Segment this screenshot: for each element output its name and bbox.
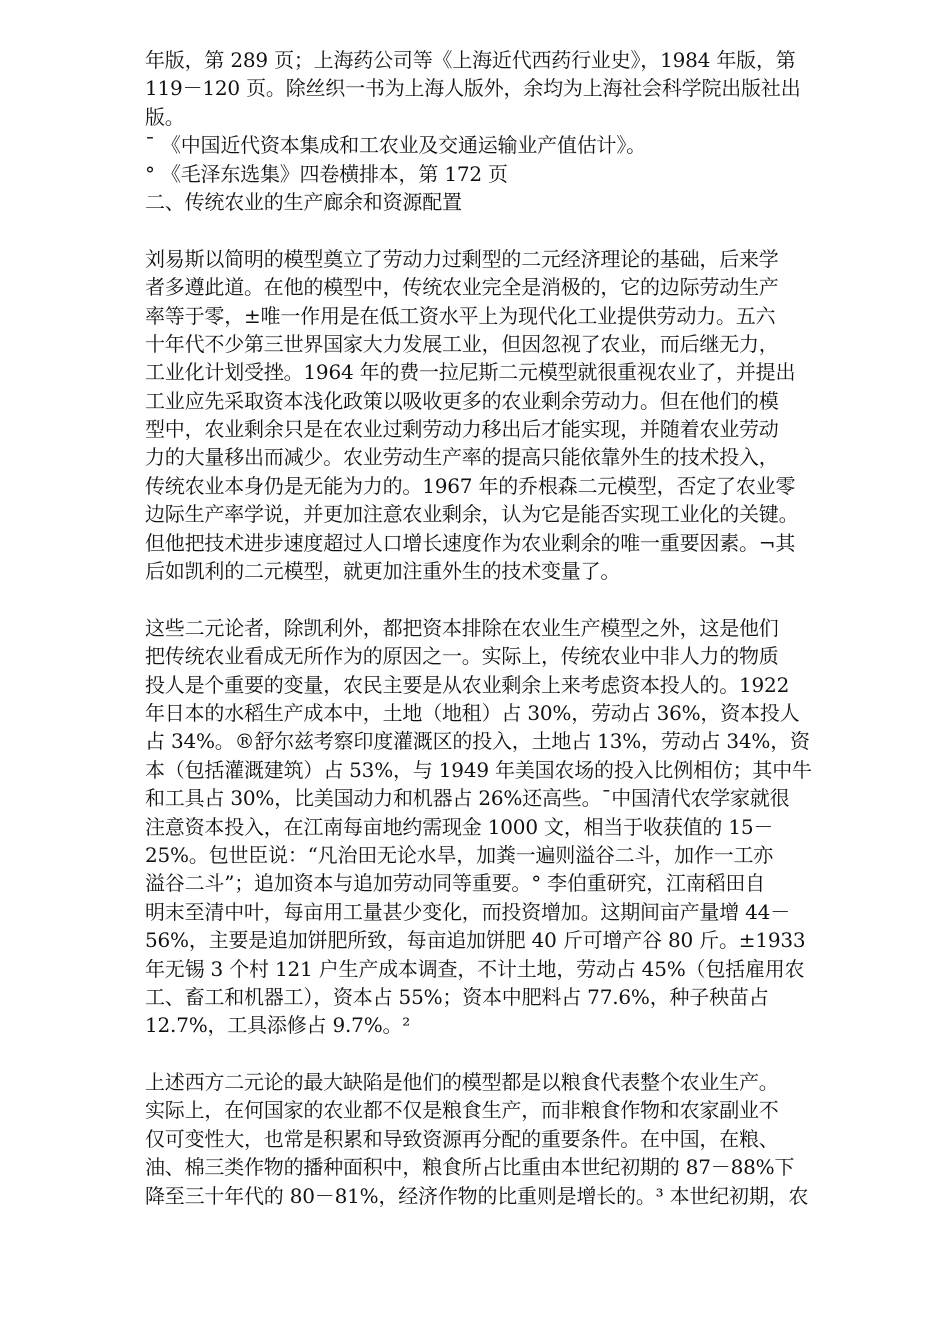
- paragraph-gap: [145, 1040, 885, 1068]
- text-line: 年日本的水稻生产成本中，土地（地租）占 30%，劳动占 36%，资本投人: [145, 700, 800, 725]
- text-line: 工业应先采取资本浅化政策以吸收更多的农业剩余劳动力。但在他们的模: [145, 388, 779, 413]
- text-line: 仅可变性大，也常是积累和导致资源再分配的重要条件。在中国，在粮、: [145, 1126, 779, 1151]
- text-line: 刘易斯以简明的模型奠立了劳动力过剩型的二元经济理论的基础，后来学: [145, 246, 779, 271]
- text-line: 56%，主要是追加饼肥所致，每亩追加饼肥 40 斤可增产谷 80 斤。±1933: [145, 928, 806, 953]
- text-line: 本（包括灌溉建筑）占 53%，与 1949 年美国农场的投入比例相仿；其中牛: [145, 757, 812, 782]
- text-line: 力的大量移出而减少。农业劳动生产率的提高只能依靠外生的技术投入，: [145, 445, 779, 470]
- text-line: 12.7%，工具添修占 9.7%。²: [145, 1013, 411, 1038]
- text-line: 明末至清中叶，每亩用工量甚少变化，而投资增加。这期间亩产量增 44－: [145, 899, 791, 924]
- section-heading: 二、传统农业的生产廊余和资源配置: [145, 189, 462, 214]
- text-line: 十年代不少第三世界国家大力发展工业，但因忽视了农业，而后继无力，: [145, 331, 779, 356]
- text-line: 25%。包世臣说：“凡治田无论水旱，加粪一遍则溢谷二斗，加作一工亦: [145, 842, 774, 867]
- text-line: 上述西方二元论的最大缺陷是他们的模型都是以粮食代表整个农业生产。: [145, 1070, 779, 1095]
- paragraph-gap: [145, 216, 885, 244]
- document-body: [145, 46, 885, 1210]
- text-line: 工、畜工和机器工），资本占 55%；资本中肥料占 77.6%，种子秧苗占: [145, 984, 769, 1009]
- text-line: 实际上，在何国家的农业都不仅是粮食生产，而非粮食作物和农家副业不: [145, 1098, 779, 1123]
- text-line: 边际生产率学说，并更加注意农业剩余，认为它是能否实现工业化的关键。: [145, 502, 799, 527]
- text-line: 传统农业本身仍是无能为力的。1967 年的乔根森二元模型，否定了农业零: [145, 473, 796, 498]
- text-line: 降至三十年代的 80－81%，经济作物的比重则是增长的。³ 本世纪初期，农: [145, 1183, 809, 1208]
- text-line: 型中，农业剩余只是在农业过剩劳动力移出后才能实现，并随着农业劳动: [145, 417, 779, 442]
- text-line: 版。: [145, 104, 185, 129]
- text-line: 但他把技术进步速度超过人口增长速度作为农业剩余的唯一重要因素。¬其: [145, 530, 796, 555]
- text-line: 和工具占 30%，比美国动力和机器占 26%还高些。¯中国清代农学家就很: [145, 786, 790, 811]
- text-line: 者多遵此道。在他的模型中，传统农业完全是消极的，它的边际劳动生产: [145, 275, 779, 300]
- text-line: 占 34%。®舒尔兹考察印度灌溉区的投入，土地占 13%，劳动占 34%，资: [145, 729, 810, 754]
- text-line: 注意资本投入，在江南每亩地约需现金 1000 文，相当于收获值的 15－: [145, 814, 774, 839]
- text-line: 工业化计划受挫。1964 年的费一拉尼斯二元模型就很重视农业了，并提出: [145, 360, 796, 385]
- text-line: 119－120 页。除丝织一书为上海人版外，余均为上海社会科学院出版社出: [145, 76, 801, 101]
- text-line: 这些二元论者，除凯利外，都把资本排除在农业生产模型之外，这是他们: [145, 615, 779, 640]
- text-line: 率等于零，±唯一作用是在低工资水平上为现代化工业提供劳动力。五六: [145, 303, 776, 328]
- text-line: 把传统农业看成无所作为的原因之一。实际上，传统农业中非人力的物质: [145, 644, 779, 669]
- text-line: 油、棉三类作物的播种面积中，粮食所占比重由本世纪初期的 87－88%下: [145, 1155, 795, 1180]
- text-line: 年版，第 289 页；上海药公司等《上海近代西药行业史》，1984 年版，第: [145, 48, 796, 72]
- paragraph-gap: [145, 585, 885, 613]
- text-line: 溢谷二斗”；追加资本与追加劳动同等重要。° 李伯重研究，江南稻田自: [145, 871, 765, 896]
- text-line: 后如凯利的二元模型，就更加注重外生的技术变量了。: [145, 559, 621, 584]
- text-line: 投人是个重要的变量，农民主要是从农业剩余上来考虑资本投人的。1922: [145, 672, 790, 697]
- text-line: 年无锡 3 个村 121 户生产成本调查，不计土地，劳动占 45%（包括雇用农: [145, 956, 805, 981]
- footnote-line: ° 《毛泽东选集》四卷横排本，第 172 页: [145, 161, 508, 186]
- footnote-line: ¯ 《中国近代资本集成和工农业及交通运输业产值估计》。: [145, 133, 646, 158]
